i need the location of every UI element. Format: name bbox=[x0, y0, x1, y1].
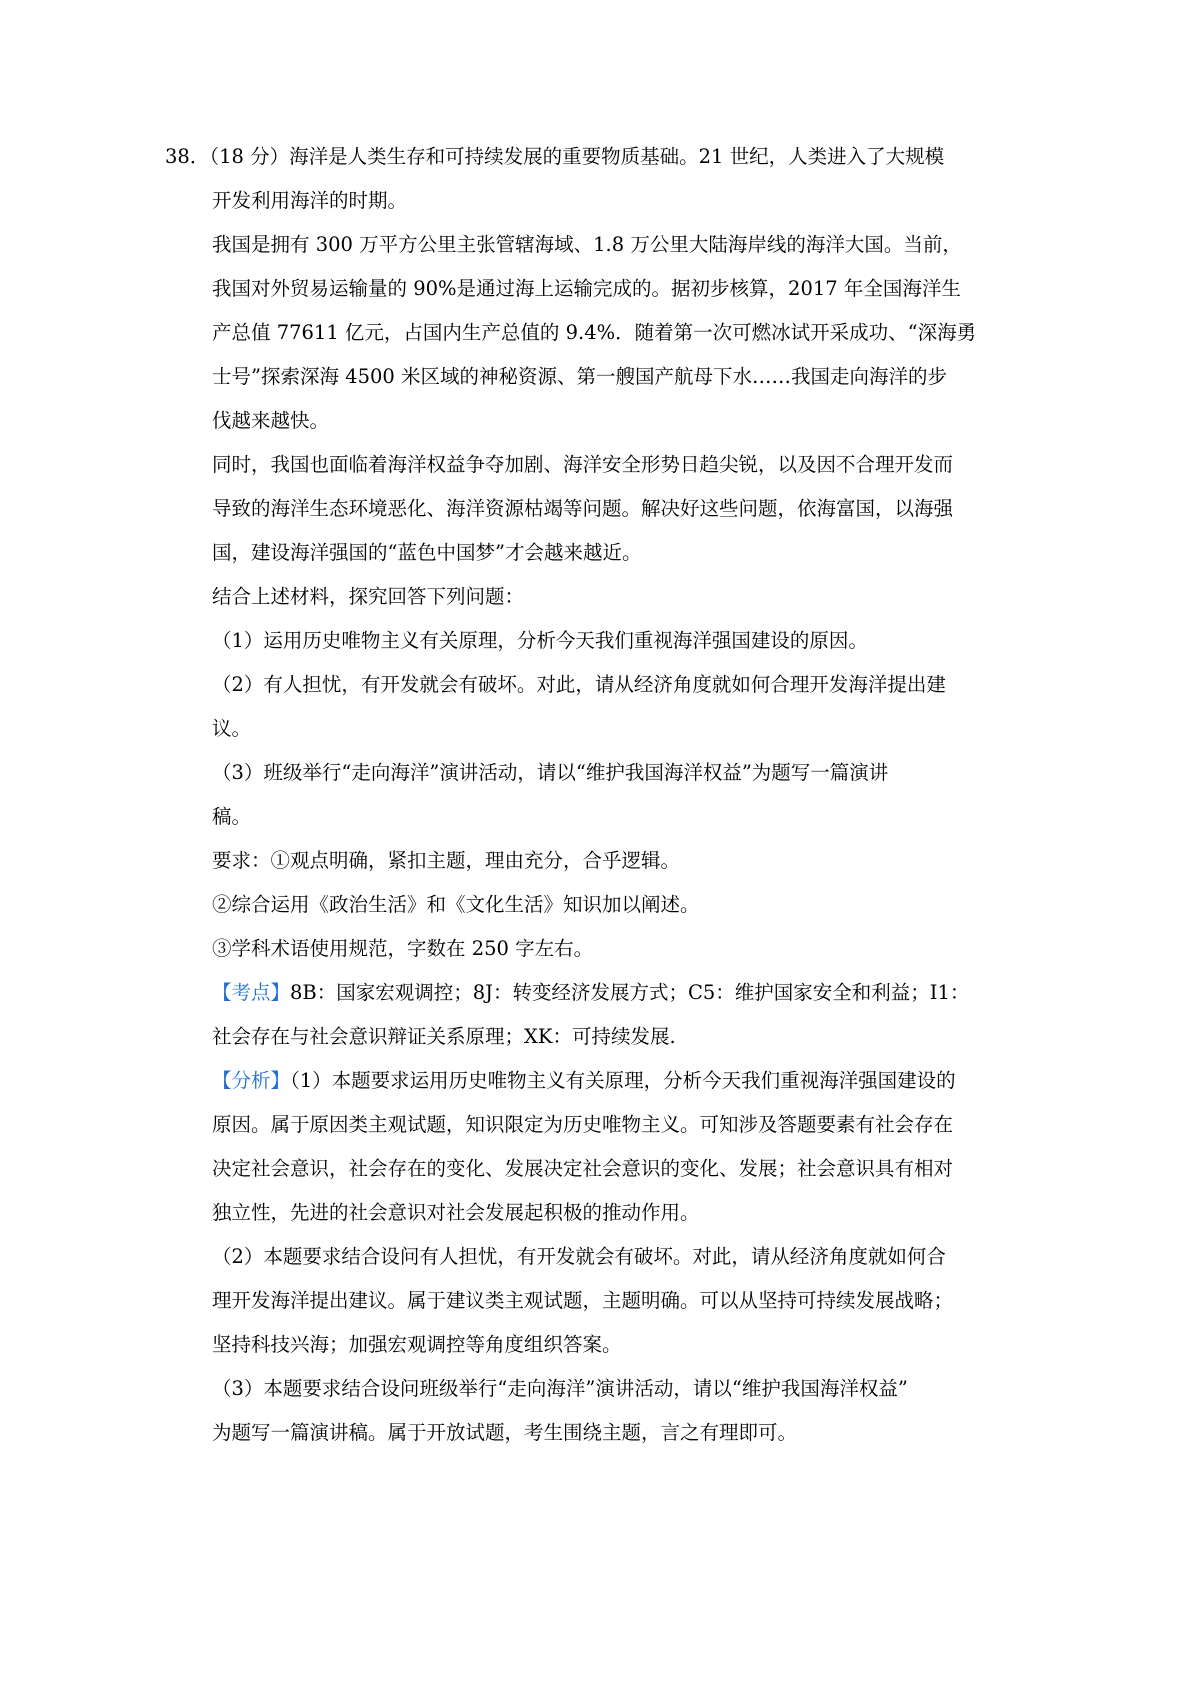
fenxi-line: 坚持科技兴海；加强宏观调控等角度组织答案。 bbox=[212, 1333, 622, 1356]
kaodian-section bbox=[212, 978, 969, 1008]
material-line: 伐越来越快。 bbox=[212, 409, 330, 432]
fenxi-line: 独立性，先进的社会意识对社会发展起积极的推动作用。 bbox=[212, 1201, 700, 1224]
fenxi-line: 决定社会意识，社会存在的变化、发展决定社会意识的变化、发展；社会意识具有相对 bbox=[212, 1157, 954, 1180]
fenxi-tag: 【分析】 bbox=[212, 1069, 291, 1092]
material-line: 我国对外贸易运输量的 90%是通过海上运输完成的。据初步核算，2017 年全国海洋生 bbox=[212, 277, 961, 300]
fenxi-line: 原因。属于原因类主观试题，知识限定为历史唯物主义。可知涉及答题要素有社会存在 bbox=[212, 1113, 954, 1136]
material-line: 同时，我国也面临着海洋权益争夺加剧、海洋安全形势日趋尖锐，以及因不合理开发而 bbox=[212, 453, 954, 476]
question-intro-line: 海洋是人类生存和可持续发展的重要物质基础。21 世纪，人类进入了大规模 bbox=[289, 145, 945, 168]
kaodian-line: 社会存在与社会意识辩证关系原理；XK：可持续发展. bbox=[212, 1025, 676, 1048]
material-line: 导致的海洋生态环境恶化、海洋资源枯竭等问题。解决好这些问题，依海富国，以海强 bbox=[212, 497, 954, 520]
kaodian-line: 8B：国家宏观调控；8J：转变经济发展方式；C5：维护国家安全和利益；I1： bbox=[290, 981, 970, 1004]
material-line: 士号”探索深海 4500 米区域的神秘资源、第一艘国产航母下水……我国走向海洋的步 bbox=[212, 365, 947, 388]
question-prompt: 结合上述材料，探究回答下列问题： bbox=[212, 585, 525, 608]
sub-question-2: （2）有人担忧，有开发就会有破坏。对此，请从经济角度就如何合理开发海洋提出建 bbox=[212, 673, 946, 696]
material-line: 产总值 77611 亿元，占国内生产总值的 9.4%．随着第一次可燃冰试开采成功、“深海勇 bbox=[212, 321, 977, 344]
fenxi-line: 理开发海洋提出建议。属于建议类主观试题，主题明确。可以从坚持可持续发展战略； bbox=[212, 1289, 954, 1312]
fenxi-section bbox=[212, 1066, 956, 1096]
requirement-line: ②综合运用《政治生活》和《文化生活》知识加以阐述。 bbox=[212, 893, 700, 916]
sub-question-3: （3）班级举行“走向海洋”演讲活动，请以“维护我国海洋权益”为题写一篇演讲 bbox=[212, 761, 889, 784]
fenxi-line: （3）本题要求结合设问班级举行“走向海洋”演讲活动，请以“维护我国海洋权益” bbox=[212, 1377, 908, 1400]
requirement-line: ③学科术语使用规范，字数在 250 字左右。 bbox=[212, 937, 594, 960]
requirement-line: 要求：①观点明确，紧扣主题，理由充分，合乎逻辑。 bbox=[212, 849, 681, 872]
question-header bbox=[165, 142, 944, 172]
question-number: 38．（18 分） bbox=[165, 145, 290, 168]
sub-question-1: （1）运用历史唯物主义有关原理，分析今天我们重视海洋强国建设的原因。 bbox=[212, 629, 868, 652]
question-intro-line: 开发利用海洋的时期。 bbox=[212, 189, 408, 212]
material-line: 我国是拥有 300 万平方公里主张管辖海域、1.8 万公里大陆海岸线的海洋大国。当前， bbox=[212, 233, 962, 256]
fenxi-line: 为题写一篇演讲稿。属于开放试题，考生围绕主题，言之有理即可。 bbox=[212, 1421, 798, 1444]
kaodian-tag: 【考点】 bbox=[212, 981, 291, 1004]
sub-question-3: 稿。 bbox=[212, 805, 252, 828]
fenxi-line: （2）本题要求结合设问有人担忧，有开发就会有破坏。对此，请从经济角度就如何合 bbox=[212, 1245, 946, 1268]
sub-question-2: 议。 bbox=[212, 717, 252, 740]
fenxi-line: （1）本题要求运用历史唯物主义有关原理，分析今天我们重视海洋强国建设的 bbox=[290, 1069, 956, 1092]
material-line: 国，建设海洋强国的“蓝色中国梦”才会越来越近。 bbox=[212, 541, 642, 564]
